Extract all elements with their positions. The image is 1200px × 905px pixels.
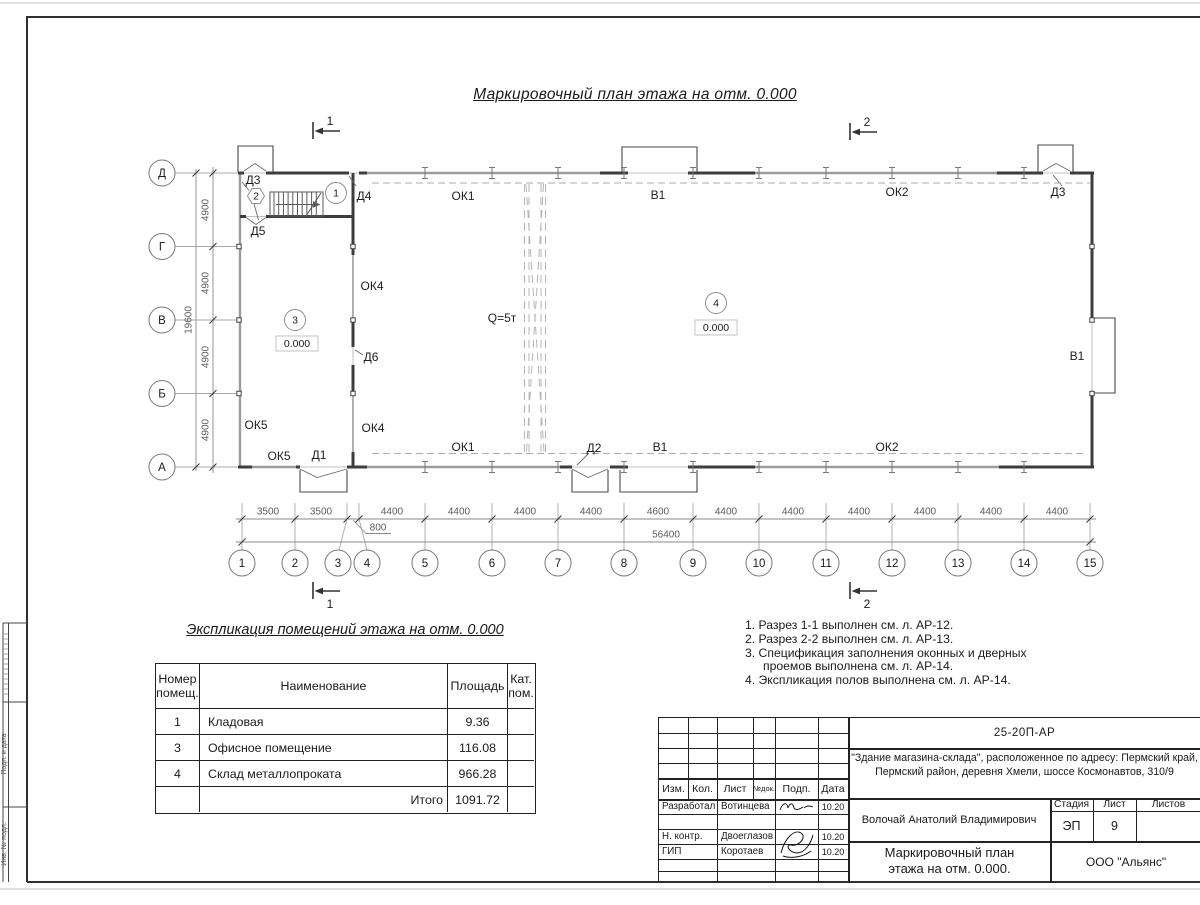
- glazing-dashed-lines: [372, 183, 1090, 454]
- col-header-area: Площадь: [448, 664, 508, 709]
- dimension-lines: [196, 167, 1096, 542]
- label-ok1-top: ОК1: [451, 189, 475, 203]
- axis-number-4: 4: [363, 558, 371, 570]
- label-d5: Д5: [250, 224, 266, 238]
- margin-label-podp: Подп. и дата: [1, 733, 8, 775]
- label-d6: Д6: [363, 350, 379, 364]
- label-ok1-bottom: ОК1: [451, 440, 475, 454]
- room-number-4: 4: [713, 297, 719, 310]
- axis-letter-a: А: [158, 462, 166, 474]
- crane-rails: [525, 184, 546, 452]
- dim-10-11: 4400: [781, 506, 805, 518]
- label-ok2-top: ОК2: [885, 185, 909, 199]
- axis-letter-d: Д: [158, 168, 166, 180]
- label-ok5-left: ОК5: [244, 418, 268, 432]
- dim-14-15: 4400: [1045, 506, 1069, 518]
- section-1-bottom: 1: [326, 597, 334, 611]
- dim-1-2: 3500: [256, 506, 280, 518]
- stage-value: ЭП: [1062, 819, 1081, 833]
- axis-number-6: 6: [488, 558, 496, 570]
- dim-13-14: 4400: [979, 506, 1003, 518]
- note-line: 3. Спецификация заполнения оконных и дверных: [745, 645, 1027, 660]
- company-name: ООО "Альянс": [1085, 855, 1167, 869]
- dim-v-1: 4900: [200, 198, 212, 222]
- col-data: Дата: [821, 782, 845, 795]
- margin-label-inv: Инв. № подл.: [1, 822, 8, 866]
- table-row-area: 116.08: [448, 735, 508, 761]
- explication-title: Экспликация помещений этажа на отм. 0.000: [186, 622, 504, 638]
- signature-control-gip: [775, 823, 818, 860]
- dimension-ticks: [193, 170, 1094, 546]
- document-number: 25-20П-АР: [993, 727, 1056, 739]
- dim-6-7: 4400: [513, 506, 537, 518]
- stage-label: Стадия: [1053, 799, 1090, 810]
- label-d3-right: Д3: [1050, 185, 1066, 199]
- drawing-title-line2: этажа на отм. 0.000.: [888, 861, 1011, 876]
- col-izm: Изм.: [662, 782, 685, 795]
- dim-11-12: 4400: [847, 506, 871, 518]
- staff-name: Вотинцева: [721, 801, 770, 812]
- label-ok2-bottom: ОК2: [875, 440, 899, 454]
- room-number-3: 3: [292, 314, 298, 327]
- label-d2: Д2: [586, 441, 602, 455]
- signature-developer: [776, 799, 817, 814]
- explication-table: [155, 663, 536, 814]
- section-arrowheads: [315, 128, 861, 595]
- axis-number-5: 5: [421, 558, 429, 570]
- table-row-name: Кладовая: [200, 709, 448, 735]
- table-row-cat: [508, 735, 534, 761]
- staff-name: Двоеглазов: [721, 831, 774, 842]
- table-row-cat: [508, 709, 534, 735]
- label-ok4-lower: ОК4: [361, 421, 385, 435]
- column-marks: [237, 244, 1094, 395]
- total-row-spacer: [156, 787, 200, 812]
- label-crane-capacity: Q=5т: [487, 311, 517, 325]
- staff-role: ГИП: [662, 846, 682, 857]
- label-d4: Д4: [356, 189, 372, 203]
- axis-letter-b: Б: [158, 388, 166, 401]
- dim-v-3: 4900: [200, 345, 212, 369]
- axis-grid-lines: [175, 173, 1090, 550]
- total-value: 1091.72: [448, 787, 508, 812]
- label-d3-left: Д3: [245, 173, 261, 187]
- note-line: 2. Разрез 2-2 выполнен см. л. АР-13.: [745, 631, 954, 646]
- room-number-1: 1: [333, 187, 339, 200]
- dim-7-8: 4400: [579, 506, 603, 518]
- col-header-num: Номер помещ.: [156, 664, 200, 709]
- project-description-line2: Пермский район, деревня Хмели, шоссе Космонавтов, 310/9: [875, 766, 1174, 778]
- axis-number-2: 2: [291, 558, 299, 570]
- col-kol: Кол.: [692, 782, 713, 795]
- staircase: [270, 192, 323, 216]
- dim-8-9: 4600: [646, 506, 670, 518]
- table-row-cat: [508, 761, 534, 787]
- table-row-name: Склад металлопроката: [200, 761, 448, 787]
- table-row-num: 1: [156, 709, 200, 735]
- staff-date: 10.20: [821, 846, 845, 857]
- axis-number-7: 7: [554, 558, 562, 570]
- sheet-label: Лист: [1103, 799, 1126, 810]
- page-title: Маркировочный план этажа на отм. 0.000: [473, 86, 797, 103]
- label-v1-bottom: В1: [652, 440, 668, 454]
- axis-number-15: 15: [1083, 558, 1097, 570]
- dim-v-2: 4900: [200, 271, 212, 295]
- table-row-num: 3: [156, 735, 200, 761]
- room-number-2: 2: [253, 190, 259, 203]
- note-line: 1. Разрез 1-1 выполнен см. л. АР-12.: [745, 618, 954, 632]
- col-podp: Подп.: [782, 782, 811, 795]
- elevation-room4: 0.000: [702, 322, 730, 334]
- elevation-room3: 0.000: [283, 338, 311, 350]
- sheet-value: 9: [1111, 819, 1118, 833]
- dim-4-5: 4400: [380, 506, 404, 518]
- dim-total-h: 56400: [652, 529, 680, 541]
- staff-date: 10.20: [821, 831, 845, 842]
- col-header-name: Наименование: [200, 664, 448, 709]
- label-ok4-upper: ОК4: [360, 279, 384, 293]
- col-ndok: №док.: [753, 784, 775, 793]
- table-row-name: Офисное помещение: [200, 735, 448, 761]
- label-v1-top: В1: [650, 188, 666, 202]
- dim-v-4: 4900: [200, 418, 212, 442]
- axis-number-3: 3: [334, 558, 342, 570]
- staff-date: 10.20: [821, 801, 845, 812]
- sheets-label: Листов: [1151, 799, 1186, 810]
- title-block: [658, 717, 1200, 882]
- label-v1-right: В1: [1069, 349, 1085, 363]
- axis-letter-g: Г: [158, 241, 166, 254]
- axis-number-11: 11: [820, 558, 832, 570]
- room-marks: [248, 183, 738, 352]
- note-line: проемов выполнена см. л. АР-14.: [763, 659, 954, 674]
- dim-12-13: 4400: [913, 506, 937, 518]
- project-description-line1: "Здание магазина-склада", расположенное по адресу: Пермский край,: [851, 752, 1198, 764]
- section-2-bottom: 2: [863, 597, 871, 611]
- axis-number-9: 9: [689, 558, 697, 570]
- notes-block: [745, 619, 1075, 688]
- dim-3-4: 800: [369, 522, 387, 534]
- dim-2-3: 3500: [309, 506, 333, 518]
- author-name: Волочай Анатолий Владимирович: [861, 813, 1037, 826]
- section-2-top: 2: [863, 115, 871, 129]
- axis-letter-v: В: [158, 315, 166, 327]
- axis-number-14: 14: [1017, 558, 1031, 570]
- staff-name: Коротаев: [721, 846, 764, 857]
- label-d1: Д1: [311, 448, 327, 462]
- axis-number-8: 8: [620, 558, 628, 570]
- section-marks: [313, 122, 877, 599]
- dim-total-v: 19600: [183, 306, 195, 334]
- table-row-num: 4: [156, 761, 200, 787]
- axis-number-1: 1: [238, 558, 246, 570]
- dim-5-6: 4400: [447, 506, 471, 518]
- dim-9-10: 4400: [714, 506, 738, 518]
- axis-number-circles: [229, 550, 1103, 576]
- col-list: Лист: [723, 782, 747, 795]
- axis-number-10: 10: [752, 558, 766, 570]
- axis-number-13: 13: [951, 558, 965, 570]
- table-row-area: 966.28: [448, 761, 508, 787]
- note-line: 4. Экспликация полов выполнена см. л. АР-14.: [745, 673, 1011, 688]
- drawing-title-line1: Маркировочный план: [884, 845, 1015, 860]
- col-header-cat: Кат. пом.: [508, 664, 534, 709]
- section-1-top: 1: [326, 114, 334, 128]
- staff-role: Н. контр.: [662, 831, 703, 842]
- total-label: Итого: [200, 787, 448, 812]
- label-ok5-bottom: ОК5: [267, 449, 291, 463]
- axis-number-12: 12: [885, 558, 899, 570]
- staff-role: Разработал: [662, 801, 716, 812]
- table-row-area: 9.36: [448, 709, 508, 735]
